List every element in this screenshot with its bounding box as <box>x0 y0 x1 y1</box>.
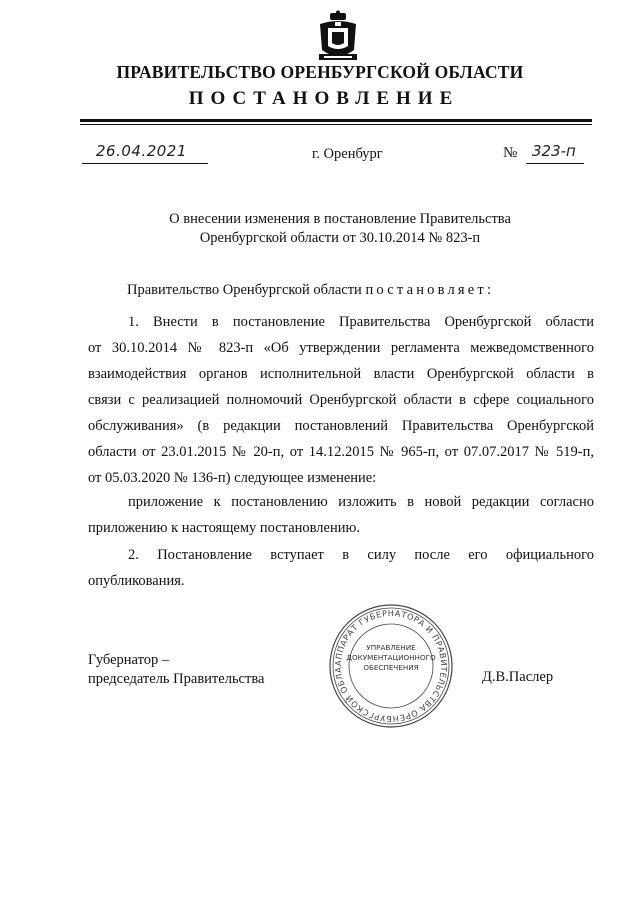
document-city: г. Оренбург <box>312 146 383 162</box>
signatory-title <box>88 651 264 689</box>
paragraph-2 <box>88 489 594 541</box>
stamp-center-text <box>346 643 436 673</box>
document-subject <box>0 210 640 248</box>
stamp-line: ДОКУМЕНТАЦИОННОГО <box>346 653 436 662</box>
paragraph-line: приложению к настоящему постановлению. <box>88 520 360 536</box>
government-heading: ПРАВИТЕЛЬСТВО ОРЕНБУРГСКОЙ ОБЛАСТИ <box>116 62 524 82</box>
stamp-ring-text: АППАРАТ ГУБЕРНАТОРА И ПРАВИТЕЛЬСТВА ОРЕНБУРГСКОЙ ОБЛА <box>332 607 450 725</box>
paragraph-line: приложение к постановлению изложить в новой редакции согласно <box>128 494 594 510</box>
document-date: 26.04.2021 <box>96 142 187 160</box>
intro-verb: постановляет: <box>365 282 495 298</box>
intro-prefix: Правительство Оренбургской области <box>127 282 362 298</box>
intro-sentence <box>127 282 494 299</box>
paragraph-line: связи с реализацией полномочий Оренбургской области в сфере социального <box>88 392 594 408</box>
paragraph-3 <box>88 542 594 594</box>
stamp-line: УПРАВЛЕНИЕ <box>366 643 416 652</box>
paragraph-line: от 05.03.2020 № 136-п) следующее изменение: <box>88 470 377 486</box>
paragraph-line: от 30.10.2014 № 823-п «Об утверждении регламента межведомственного <box>88 340 594 356</box>
subject-line: О внесении изменения в постановление Правительства <box>169 211 511 227</box>
document-number: 323-п <box>532 142 576 160</box>
coat-of-arms-icon <box>318 10 358 62</box>
stamp-line: ОБЕСПЕЧЕНИЯ <box>363 663 419 672</box>
subject-line: Оренбургской области от 30.10.2014 № 823-п <box>199 230 481 246</box>
number-label: № <box>503 145 518 161</box>
header-divider-thin <box>80 124 592 125</box>
paragraph-line: 1. Внести в постановление Правительства Оренбургской области <box>128 314 594 330</box>
paragraph-line: области от 23.01.2015 № 20-п, от 14.12.2015 № 965-п, от 07.07.2017 № 519-п, <box>88 444 594 460</box>
paragraph-line: 2. Постановление вступает в силу после его официального <box>128 547 594 563</box>
paragraph-1 <box>88 309 594 491</box>
paragraph-line: обслуживания» (в редакции постановлений Правительства Оренбургской <box>88 418 594 434</box>
signatory-name: Д.В.Паслер <box>482 669 554 685</box>
signatory-title-line: председатель Правительства <box>88 671 265 687</box>
official-stamp <box>328 603 454 729</box>
document-type-heading: ПОСТАНОВЛЕНИЕ <box>188 88 460 109</box>
paragraph-line: взаимодействия органов исполнительной власти Оренбургской области в <box>88 366 594 382</box>
header-divider <box>80 119 592 122</box>
signatory-title-line: Губернатор – <box>88 652 170 668</box>
paragraph-line: опубликования. <box>88 573 185 589</box>
